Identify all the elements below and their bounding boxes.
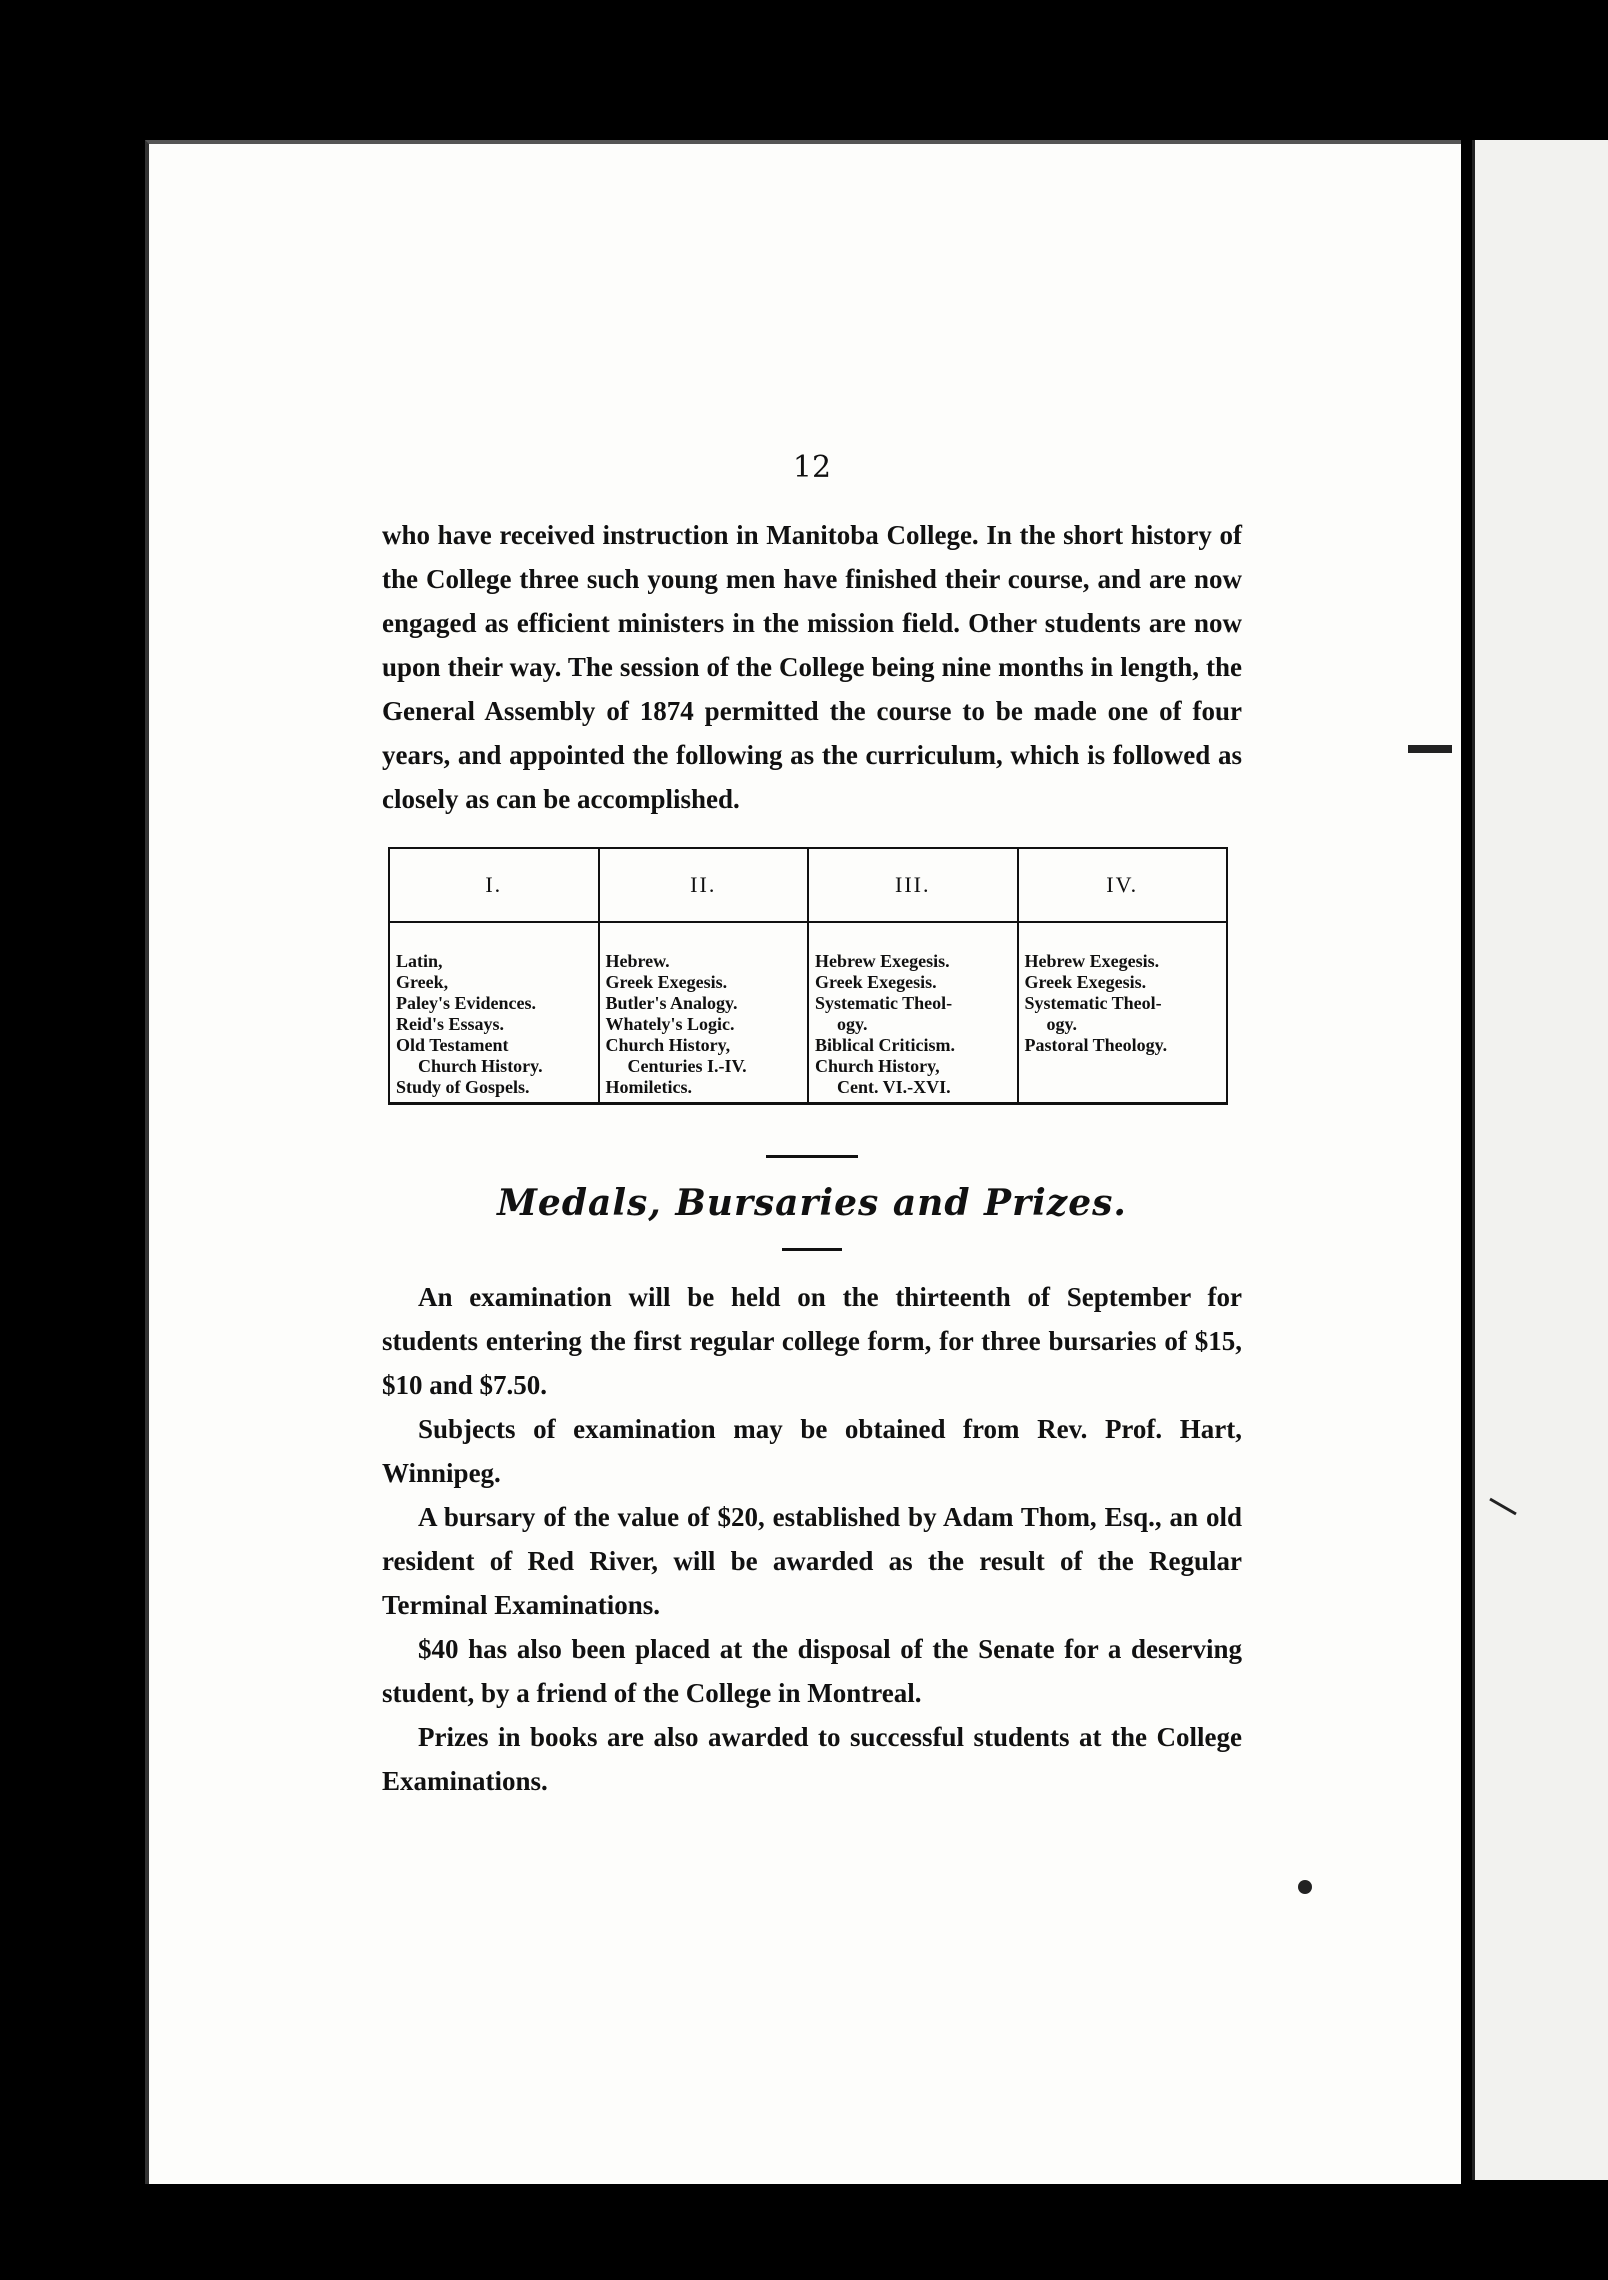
subject-line: Church History, — [815, 1056, 940, 1076]
subject-line: ogy. — [1046, 1014, 1078, 1034]
subject-line: Systematic Theol- — [815, 993, 953, 1013]
year-4-subjects — [1018, 922, 1228, 1104]
section-paragraph: A bursary of the value of $20, established by Adam Thom, Esq., an old resident of Red River, will be awarded as the result of the Regular Terminal Examinations. — [382, 1502, 1242, 1620]
section-paragraph: Prizes in books are also awarded to successful students at the College Examinations. — [382, 1722, 1242, 1796]
subject-line: Greek Exegesis. — [605, 972, 728, 992]
scan-speck — [1298, 1880, 1312, 1894]
section-paragraph: Subjects of examination may be obtained from Rev. Prof. Hart, Winnipeg. — [382, 1414, 1242, 1488]
section-divider — [782, 1248, 842, 1251]
subject-line: Paley's Evidences. — [396, 993, 536, 1013]
year-header: I. — [389, 848, 599, 922]
subject-line: ogy. — [837, 1014, 868, 1034]
page-number: 12 — [792, 450, 832, 485]
year-header: IV. — [1018, 848, 1228, 922]
subject-line: Latin, — [396, 951, 443, 971]
year-1-subjects — [389, 922, 599, 1104]
section-divider — [766, 1155, 858, 1158]
subject-line: Greek Exegesis. — [815, 972, 937, 992]
subject-line: Biblical Criticism. — [815, 1035, 955, 1055]
subject-line: Old Testament — [396, 1035, 509, 1055]
subject-line: Reid's Essays. — [396, 1014, 505, 1034]
curriculum-header-row — [389, 848, 1227, 922]
subject-line: Whately's Logic. — [605, 1014, 735, 1034]
year-header: II. — [599, 848, 809, 922]
page-content — [382, 450, 1242, 1803]
subject-line: Study of Gospels. — [396, 1077, 530, 1097]
subject-line: Greek, — [396, 972, 449, 992]
intro-paragraph: who have received instruction in Manitoba College. In the short history of the College three such young men have finished their course, and are now engaged as efficient ministers in the mission field. Other students are now upon their way. The session of the College being nine months in length, the General Assembly of 1874 permitted the course to be made one of four years, and appointed the following as the curriculum, which is followed as closely as can be accomplished. — [382, 520, 1242, 814]
section-paragraph: $40 has also been placed at the disposal of the Senate for a deserving student, by a friend of the College in Montreal. — [382, 1634, 1242, 1708]
subject-line: Systematic Theol- — [1024, 993, 1162, 1013]
section-heading: Medals, Bursaries and Prizes. — [497, 1182, 1127, 1224]
year-2-subjects — [599, 922, 809, 1104]
subject-line: Church History, — [605, 1035, 731, 1055]
curriculum-table — [388, 847, 1228, 1105]
section-paragraph: An examination will be held on the thirteenth of September for students entering the first regular college form, for three bursaries of $15, $10 and $7.50. — [382, 1282, 1242, 1400]
subject-line: Pastoral Theology. — [1024, 1035, 1168, 1055]
year-3-subjects — [808, 922, 1018, 1104]
adjacent-page-edge — [1472, 140, 1608, 2180]
subject-line: Cent. VI.-XVI. — [837, 1077, 951, 1097]
subject-line: Homiletics. — [605, 1077, 692, 1097]
scan-speck — [1408, 745, 1452, 753]
subject-line: Butler's Analogy. — [605, 993, 738, 1013]
subject-line: Centuries I.-IV. — [627, 1056, 747, 1076]
subject-line: Church History. — [418, 1056, 543, 1076]
curriculum-row — [389, 922, 1227, 1104]
year-header: III. — [808, 848, 1018, 922]
subject-line: Greek Exegesis. — [1024, 972, 1147, 992]
subject-line: Hebrew Exegesis. — [1024, 951, 1160, 971]
subject-line: Hebrew. — [605, 951, 670, 971]
subject-line: Hebrew Exegesis. — [815, 951, 950, 971]
